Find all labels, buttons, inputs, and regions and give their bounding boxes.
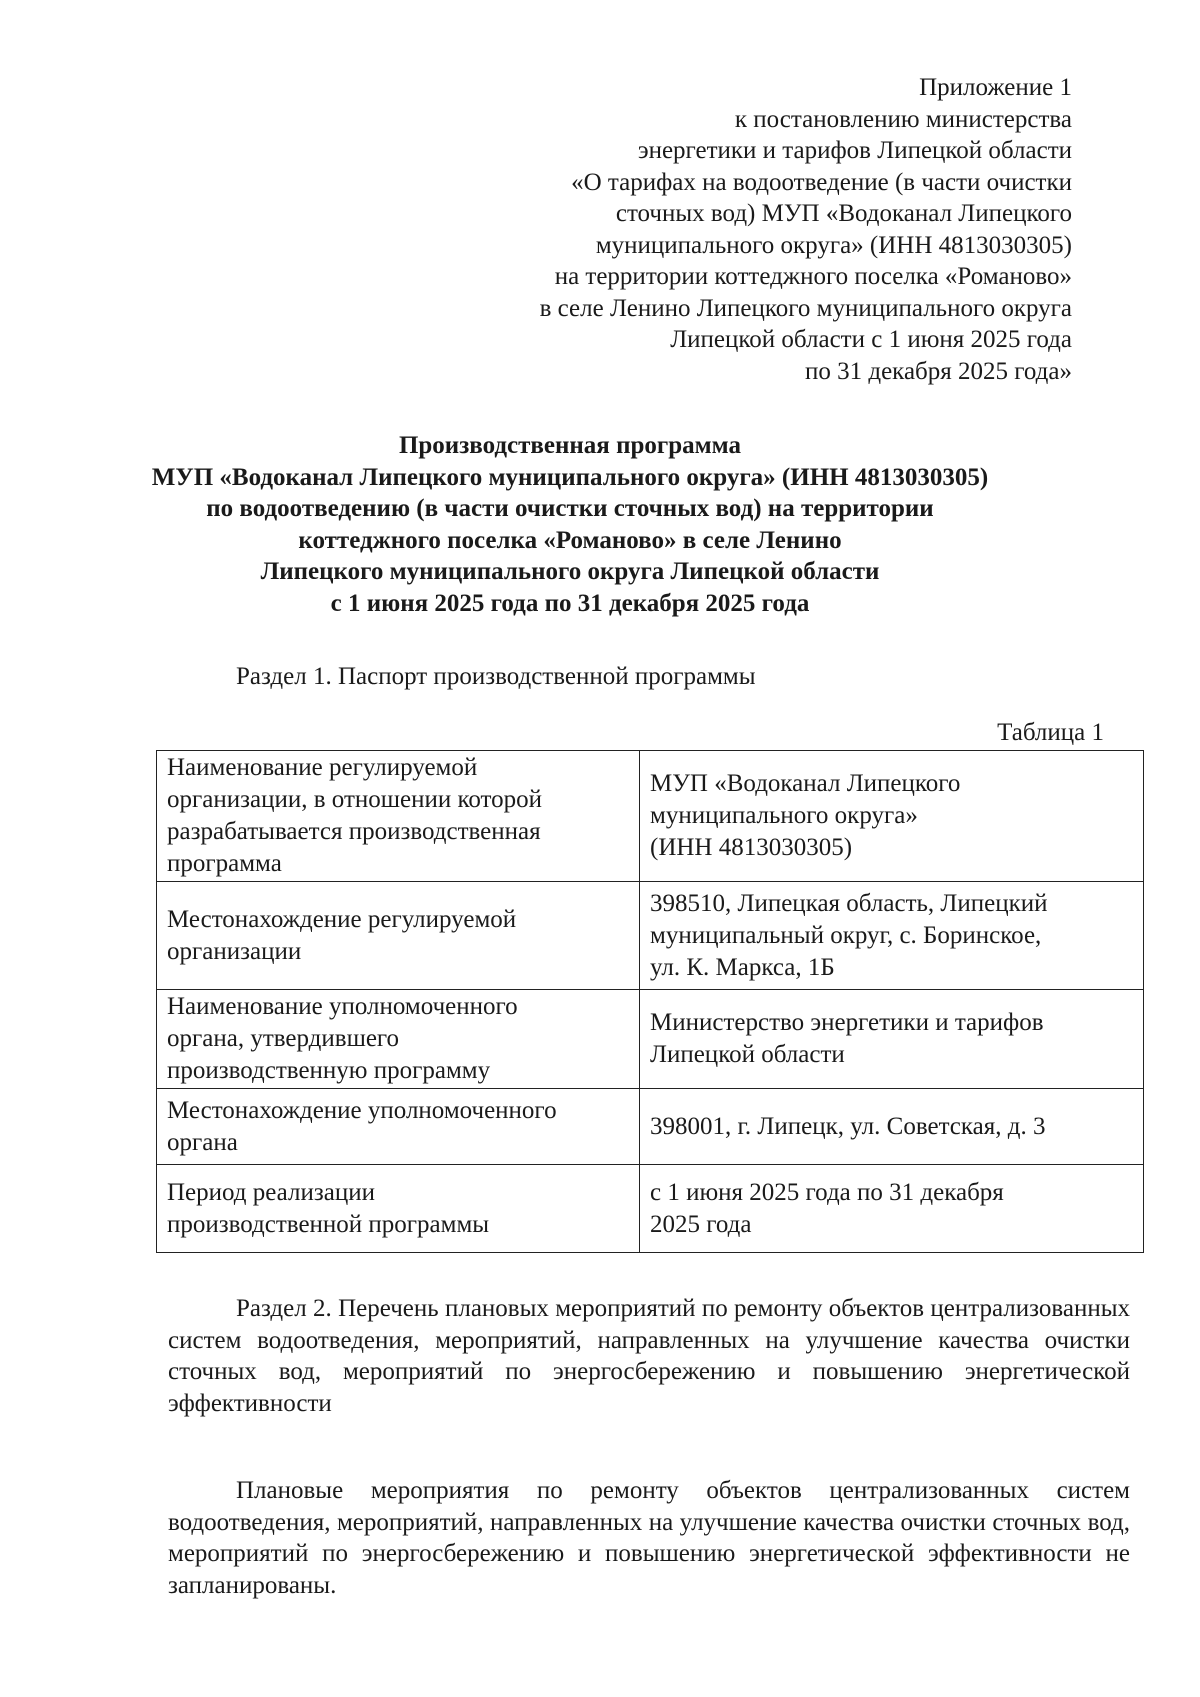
title-line: с 1 июня 2025 года по 31 декабря 2025 года [330, 589, 810, 617]
label-cell [157, 882, 640, 990]
cell-line: МУП «Водоканал Липецкого [650, 770, 961, 797]
cell-line: Период реализации [167, 1178, 375, 1206]
cell-line: организации, в отношении которой [167, 786, 542, 813]
title-line: Липецкого муниципального округа Липецкой области [260, 558, 880, 585]
cell-line: 398510, Липецкая область, Липецкий [650, 889, 1048, 917]
label-cell [157, 1165, 640, 1253]
label-cell [157, 751, 640, 882]
cell-line: Наименование регулируемой [167, 754, 478, 781]
cell-line: Министерство энергетики и тарифов [650, 1009, 1044, 1036]
passport-table [156, 750, 1144, 1253]
cell-line: Местонахождение регулируемой [167, 905, 517, 933]
cell-line: производственную программу [167, 1057, 491, 1084]
cell-line: 2025 года [650, 1210, 752, 1238]
section2-heading: Раздел 2. Перечень плановых мероприятий по ремонту объектов централизованных систем водоотведения, мероприятий, направленных на улучшение качества очистки сточных вод, мероприятий по энергосбережению и повышению энергетической эффективности [168, 1295, 1130, 1417]
title-line: МУП «Водоканал Липецкого муниципального округа» (ИНН 4813030305) [151, 463, 989, 491]
cell-line: программа [167, 850, 282, 877]
title-line: коттеджного поселка «Романово» в селе Ленино [298, 526, 842, 554]
title-line: по водоотведению (в части очистки сточных вод) на территории [206, 495, 934, 522]
cell-line: Местонахождение уполномоченного [167, 1096, 557, 1124]
cell-line: производственной программы [167, 1210, 490, 1238]
appendix-line: к постановлению министерства [734, 105, 1072, 133]
table-caption: Таблица 1 [997, 719, 1104, 746]
cell-line: организации [167, 937, 302, 965]
cell-line: Липецкой области [650, 1041, 845, 1068]
value-cell [640, 751, 1144, 882]
appendix-line: на территории коттеджного поселка «Романово» [554, 263, 1072, 290]
cell-line: 398001, г. Липецк, ул. Советская, д. 3 [650, 1112, 1046, 1140]
value-cell [640, 882, 1144, 990]
appendix-line: Липецкой области с 1 июня 2025 года [670, 326, 1072, 353]
value-cell [640, 990, 1144, 1089]
cell-line: (ИНН 4813030305) [650, 834, 853, 861]
table-row [157, 1165, 1144, 1253]
cell-line: Наименование уполномоченного [167, 993, 518, 1020]
appendix-block [540, 72, 1072, 387]
title-line: Производственная программа [398, 432, 742, 459]
appendix-line: в селе Ленино Липецкого муниципального округа [539, 294, 1072, 322]
cell-line: муниципальный округ, с. Боринское, [650, 921, 1042, 949]
label-cell [157, 1089, 640, 1165]
table-row [157, 751, 1144, 882]
value-cell [640, 1089, 1144, 1165]
label-cell [157, 990, 640, 1089]
cell-line: органа [167, 1128, 238, 1156]
appendix-line: муниципального округа» (ИНН 4813030305) [595, 231, 1072, 259]
cell-line: ул. К. Маркса, 1Б [650, 953, 835, 981]
value-cell [640, 1165, 1144, 1253]
section2-body: Плановые мероприятия по ремонту объектов централизованных систем водоотведения, мероприятий, направленных на улучшение качества очистки сточных вод, мероприятий по энергосбережению и повышению энергетической эффективности не запланированы. [168, 1477, 1130, 1599]
table-row [157, 990, 1144, 1089]
section1-heading: Раздел 1. Паспорт производственной программы [236, 663, 756, 690]
appendix-line: Приложение 1 [919, 74, 1072, 101]
cell-line: муниципального округа» [650, 802, 918, 829]
cell-line: с 1 июня 2025 года по 31 декабря [650, 1178, 1004, 1206]
table-row [157, 882, 1144, 990]
appendix-line: сточных вод) МУП «Водоканал Липецкого [615, 200, 1072, 227]
appendix-line: энергетики и тарифов Липецкой области [637, 137, 1072, 164]
appendix-line: «О тарифах на водоотведение (в части очистки [571, 168, 1072, 196]
document-title [130, 430, 1010, 619]
table-row [157, 1089, 1144, 1165]
appendix-line: по 31 декабря 2025 года» [804, 357, 1072, 385]
cell-line: органа, утвердившего [167, 1025, 400, 1052]
cell-line: разрабатывается производственная [167, 818, 541, 845]
